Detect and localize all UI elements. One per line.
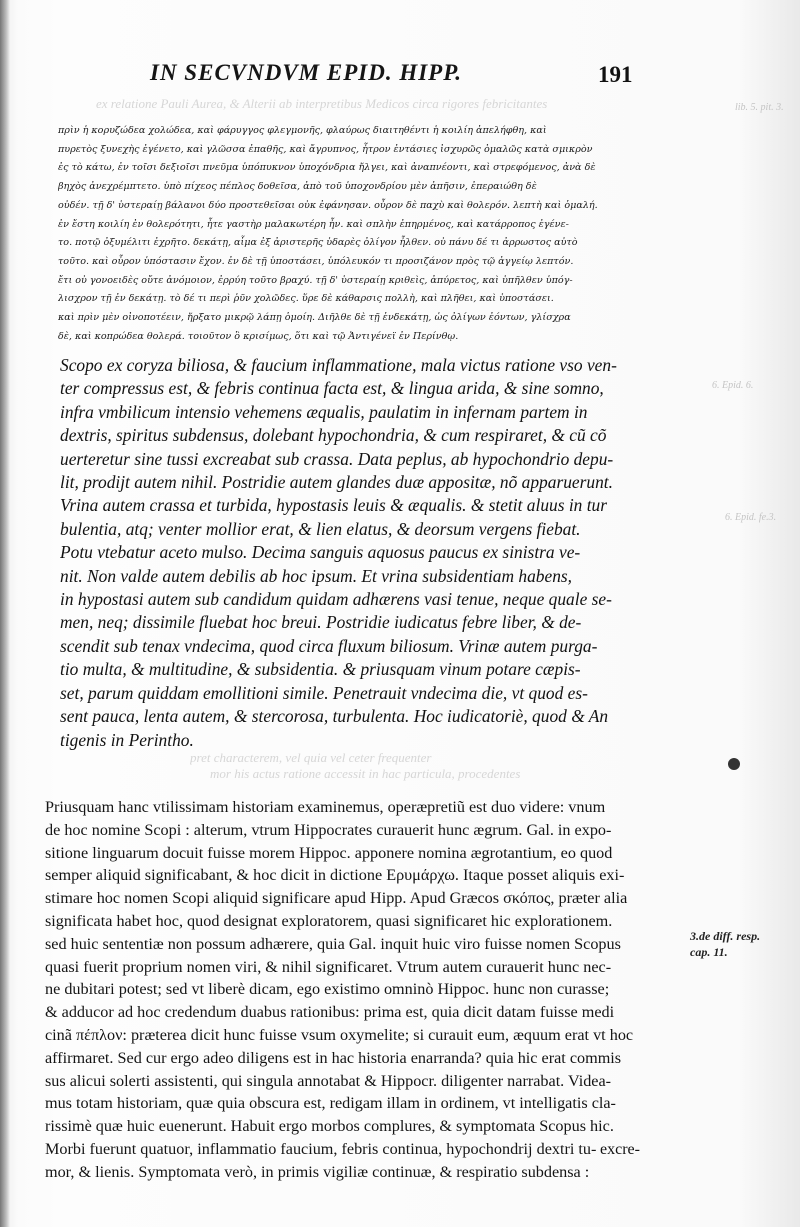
commentary-line: quasi fuerit proprium nomen viri, & nihil significaret. Vtrum autem curauerit hunc nec- (45, 957, 612, 976)
bleed-through-margin-note: lib. 5. pit. 3. (735, 102, 784, 113)
commentary-line: rissimè quæ huic euenerunt. Habuit ergo morbos complures, & symptomata Scopus hic. (45, 1117, 614, 1136)
spine-shadow (0, 0, 10, 1227)
greek-source-text (58, 122, 698, 346)
running-title: IN SECVNDVM EPID. HIPP. (150, 60, 463, 85)
commentary-line: semper aliquid significabant, & hoc dicit in dictione Ερυμάρχω. Itaque posset aliquis exi- (45, 866, 625, 885)
greek-line: ἐς τὸ κάτω, ἐν τοῖσι δεξιοῖσι πνεῦμα ὑπόπυκνον ὑποχόνδρια ἤλγει, καὶ ἀναπνέοντι, καὶ στρεφόμενος, ἀνὰ δὲ (58, 162, 596, 174)
translation-line: tio multa, & multitudine, & subsidentia. & priusquam vinum potare cæpis- (60, 659, 581, 680)
marginal-reference-line: 3.de diff. resp. (690, 929, 761, 943)
commentary-line: stimare hoc nomen Scopi aliquid significare apud Hipp. Apud Græcos σκόπος, præter alia (45, 889, 628, 908)
greek-line: το. ποτῷ ὀξυμέλιτι ἐχρῆτο. δεκάτῃ, αἷμα ἐξ ἀριστερῆς ὑδαρὲς ὀλίγον ἦλθεν. οὐ πάνυ δέ τι ἀρρωστος αὐτὸ (58, 237, 578, 249)
bleed-through-line: ex relatione Pauli Aurea, & Alterii ab interpretibus Medicos circa rigores febricitantes (96, 96, 548, 111)
greek-line: δὲ, καὶ κοπρώδεα θολερά. τοιοῦτον ὃ κρισίμως, ὅτι καὶ τῷ Ἀντιγένεϊ ἐν Περίνθῳ. (58, 330, 459, 342)
page-number: 191 (598, 62, 633, 87)
commentary-line: de hoc nomine Scopi : alterum, vtrum Hippocrates curauerit hunc ægrum. Gal. in expo- (45, 820, 612, 839)
translation-line: nit. Non valde autem debilis ab hoc ipsum. Et vrina subsidentiam habens, (60, 565, 573, 586)
translation-line: ter compressus est, & febris continua facta est, & lingua arida, & sine somno, (60, 378, 604, 399)
bleed-through-line: mor his actus ratione accessit in hac particula, procedentes (210, 766, 521, 781)
greek-line: πρὶν ἡ κορυζώδεα χολώδεα, καὶ φάρυγγος φλεγμονῆς, φλαύρως διαιτηθέντι ἡ κοιλίη ἀπελήφθη, καὶ (58, 125, 547, 136)
translation-line: set, parum quiddam emollitioni simile. Penetrauit vndecima die, vt quod es- (60, 682, 588, 703)
translation-line: men, neq; dissimile fluebat hoc breui. Postridie iudicatus febre liber, & de- (60, 612, 582, 633)
commentary-line: significata habet hoc, quod designat exploratorem, quasi significaret hic explorationem. (45, 911, 613, 930)
commentary-line: mus totam historiam, quæ quia obscura est, redigam illam in ordinem, vt intelligatis cla- (45, 1094, 616, 1113)
marginal-reference-line: cap. 11. (690, 945, 728, 959)
commentary-line: sitione linguarum docuit fuisse morem Hippoc. apponere nomina ægrotantium, eo quod (45, 843, 613, 862)
translation-line: Scopo ex coryza biliosa, & faucium inflammatione, mala victus ratione vso ven- (60, 355, 617, 375)
greek-line: οὐδέν. τῇ δ' ὑστεραίῃ βάλανοι δύο προστεθεῖσαι οὐκ ἐφάνησαν. οὖρον δὲ παχὺ καὶ θολερόν. λεπτὴ καὶ ὁμαλή. (58, 199, 598, 211)
greek-line: τοῦτο. καὶ οὖρον ὑπόστασιν ἔχον. ἐν δὲ τῇ ὑποστάσει, ὑπόλευκόν τι προσιζάνον πρὸς τῷ ἀγγείῳ λεπτόν. (58, 255, 574, 267)
translation-line: tigenis in Perintho. (60, 729, 194, 750)
greek-line: βηχὸς ἀνεχρέμπτετο. ὑπὸ πίχεος πέπλος δοθεῖσα, ἀπὸ τοῦ ὑποχονδρίου μὲν ἀπῆσιν, ἐπεραιώθη δὲ (58, 181, 537, 193)
commentary-line: ne dubitari potest; sed vt liberè dicam, ego existimo omninò Hippoc. hunc non curasse; (45, 980, 610, 999)
translation-line: sent pauca, lenta autem, & stercorosa, turbulenta. Hoc iudicatoriè, quod & An (60, 706, 609, 727)
commentary-line: cinã πέπλον: præterea dicit hunc fuisse vsum oxymelite; si curauit eum, æquum erat vt hoc (45, 1025, 634, 1044)
commentary-line: sed huic sententiæ non possum adhærere, quia Gal. inquit huic viro fuisse nomen Scopus (45, 934, 621, 953)
translation-line: dextris, spiritus subdensus, dolebant hypochondria, & cum respiraret, & cũ cõ (60, 425, 607, 446)
greek-line: ἔτι οὐ γονοειδὲς οὔτε ἀνόμοιον, ἐρρύη τοῦτο βραχύ. τῇ δ' ὑστεραίῃ κριθεὶς, ἀπύρετος, καὶ ὑπῆλθεν ὑπόγ- (58, 274, 573, 286)
translation-line: Potu vtebatur aceto mulso. Decima sanguis aquosus paucus ex sinistra ve- (60, 542, 581, 563)
greek-line: λισχρον τῇ ἐν δεκάτῃ. τὸ δέ τι περὶ ῥῦν χολῶδες. ὕρε δὲ κάθαρσις πολλὴ, καὶ πλῆθει, καὶ ὑποστάσει. (58, 293, 554, 305)
greek-line: ἐν ἔστη κοιλίη ἐν θολερότητι, ἦτε γαστὴρ μαλακωτέρη ἦν. καὶ σπλὴν ἐπηρμένος, καὶ κατάρροπος ἐγένε- (58, 218, 569, 230)
commentary-text (45, 796, 683, 1184)
commentary-line: & adducor ad hoc credendum duabus rationibus: prima est, quia dicit datam fuisse medi (45, 1003, 615, 1022)
bleed-through-margin-note: 6. Epid. 6. (712, 380, 754, 391)
commentary-line: affirmaret. Sed cur ergo adeo diligens est in hac historia enarranda? quia hic erat commis (45, 1048, 622, 1067)
ink-spot (728, 758, 740, 770)
translation-line: bulentia, atq; venter mollior erat, & lien elatus, & deorsum vergens fiebat. (60, 518, 581, 539)
bleed-through-line: pret characterem, vel quia vel ceter frequenter (190, 750, 432, 765)
commentary-line: Morbi fuerunt quatuor, inflammatio faucium, febris continua, hypochondrij dextri tu- (45, 1139, 597, 1158)
commentary-line: sus alicui solerti assistenti, qui singula annotabat & Hippocr. diligenter narrabat. Videa- (45, 1071, 612, 1090)
translation-line: Vrina autem crassa et turbida, hypostasis leuis & æqualis. & stetit aluus in tur (60, 495, 608, 516)
commentary-line: Priusquam hanc vtilissimam historiam examinemus, operæpretiũ est duo videre: vnum (45, 798, 606, 816)
commentary-line: mor, & lienis. Symptomata verò, in primis vigiliæ continuæ, & respiratio subdensa : (45, 1162, 590, 1181)
translation-line: scendit sub tenax vndecima, quod circa fluxum biliosum. Vrinæ autem purga- (60, 635, 598, 656)
greek-line: πυρετὸς ξυνεχὴς ἐγένετο, καὶ γλῶσσα ἐπαθῆς, καὶ ἄγρυπνος, ἦτρον ἐντάσιες ἰσχυρῶς ὁμαλῶς κατὰ σμικρὸν (58, 143, 593, 155)
catchword: excre- (600, 1141, 640, 1158)
translation-line: in hypostasi autem sub candidum quidam adhærens vasi tenue, neque quale se- (60, 589, 612, 610)
latin-translation (60, 354, 685, 752)
translation-line: infra vmbilicum intensio vehemens æqualis, paulatim in infernam partem in (60, 401, 588, 422)
translation-line: lit, prodijt autem nihil. Postridie autem glandes duæ appositæ, nõ apparuerunt. (60, 472, 613, 493)
bleed-through-margin-note: 6. Epid. fe.3. (725, 512, 777, 523)
marginal-reference (690, 928, 790, 960)
translation-line: uerteretur sine tussi excreabat sub crassa. Data peplus, ab hypochondrio depu- (60, 448, 614, 469)
greek-line: καὶ πρὶν μὲν οἰνοποτέειν, ἤρξατο μικρῷ λάπῃ ὁμοίη. Διῆλθε δὲ τῇ ἑνδεκάτῃ, ὡς ὀλίγων ἐόντων, γλίσχρα (58, 312, 571, 324)
